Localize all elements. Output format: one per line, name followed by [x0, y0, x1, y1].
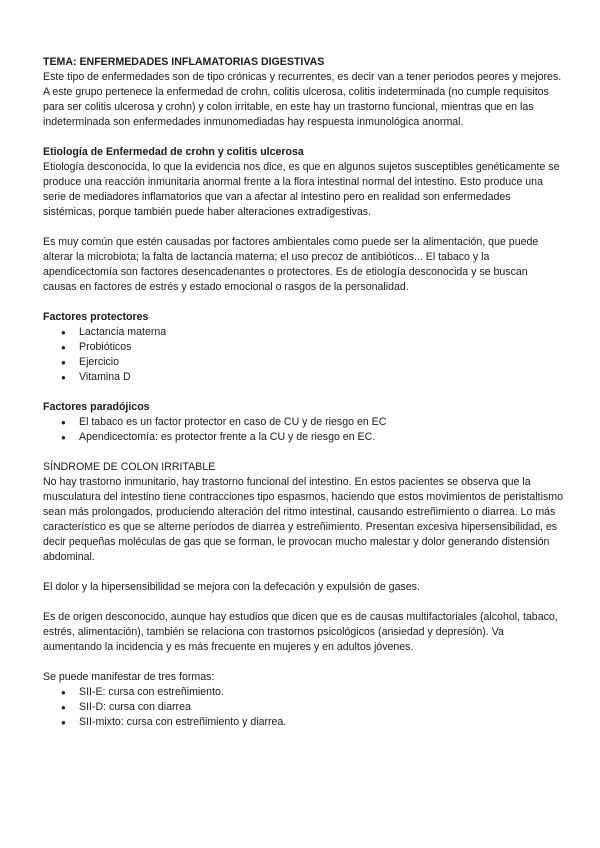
list-item: ● Vitamina D [43, 370, 563, 385]
etiologia-heading: Etiología de Enfermedad de crohn y colitis ulcerosa [43, 146, 304, 158]
sindrome-paragraph-4: Se puede manifestar de tres formas: [43, 671, 215, 683]
list-item: ● Ejercicio [43, 355, 563, 370]
formas-list [43, 685, 563, 730]
paradojicos-list [43, 415, 563, 445]
sindrome-paragraph-3: Es de origen desconocido, aunque hay estudios que dicen que es de causas multifactoriales (alcohol, tabaco, estrés, alimentación), también se relaciona con trastornos psicológicos (ansiedad y depresión). Va aumentando la incidencia y es más frecuente en mujeres y en adultos jóvenes. [43, 611, 558, 653]
sindrome-paragraph-1: No hay trastorno inmunitario, hay trastorno funcional del intestino. En estos pacientes se observa que la musculatura del intestino tiene contracciones tipo espasmos, haciendo que estos movimientos de peristaltismo sean más prolongados, produciendo alteración del ritmo intestinal, causando estreñimiento o diarrea. Lo más característico es que se alterne períodos de diarrea y estreñimiento. Presentan excesiva hipersensibilidad, es decir pequeñas moléculas de gas que se forman, le provocan mucho malestar y dolor generando distensión abdominal. [43, 476, 563, 563]
list-item: ● SII-D: cursa con diarrea [43, 700, 563, 715]
sindrome-paragraph-2: El dolor y la hipersensibilidad se mejora con la defecación y expulsión de gases. [43, 581, 420, 593]
etiologia-paragraph-2: Es muy común que estén causadas por factores ambientales como puede ser la alimentación, que puede alterar la microbiota; la falta de lactancia materna; el uso precoz de antibióticos... El tabaco y la apendicectomía son factores desencadenantes o protectores. Es de etiología desconocida y se buscan causas en factores de estrés y estado emocional o rasgos de la personalidad. [43, 236, 539, 293]
protectores-list [43, 325, 563, 385]
list-item: ● SII-E: cursa con estreñimiento. [43, 685, 563, 700]
paradojicos-heading: Factores paradójicos [43, 401, 150, 413]
etiologia-paragraph-1: Etiología desconocida, lo que la evidencia nos dice, es que en algunos sujetos susceptibles genéticamente se produce una reacción inmunitaria anormal frente a la flora intestinal normal del intestino. Esto produce una serie de mediadores inflamatorios que van a afectar al intestino pero en realidad son enfermedades sistémicas, porque también puede haber alteraciones extradigestivas. [43, 161, 560, 218]
document-page [43, 55, 563, 730]
list-item: ● Probióticos [43, 340, 563, 355]
intro-paragraph: Este tipo de enfermedades son de tipo crónicas y recurrentes, es decir van a tener periodos peores y mejores. A este grupo pertenece la enfermedad de crohn, colitis ulcerosa, colitis indeterminada (no cumple requisitos para ser colitis ulcerosa y crohn) y colon irritable, en este hay un trastorno funcional, mientras que en las indeterminada son enfermedades inmunomediadas hay respuesta inmunológica anormal. [43, 71, 562, 128]
list-item: ● SII-mixto: cursa con estreñimiento y diarrea. [43, 715, 563, 730]
sindrome-heading: SÍNDROME DE COLON IRRITABLE [43, 461, 216, 473]
list-item: ● El tabaco es un factor protector en caso de CU y de riesgo en EC [43, 415, 563, 430]
list-item: ● Lactancia materna [43, 325, 563, 340]
protectores-heading: Factores protectores [43, 311, 149, 323]
document-title: TEMA: ENFERMEDADES INFLAMATORIAS DIGESTIVAS [43, 56, 325, 68]
list-item: ● Apendicectomía: es protector frente a la CU y de riesgo en EC. [43, 430, 563, 445]
